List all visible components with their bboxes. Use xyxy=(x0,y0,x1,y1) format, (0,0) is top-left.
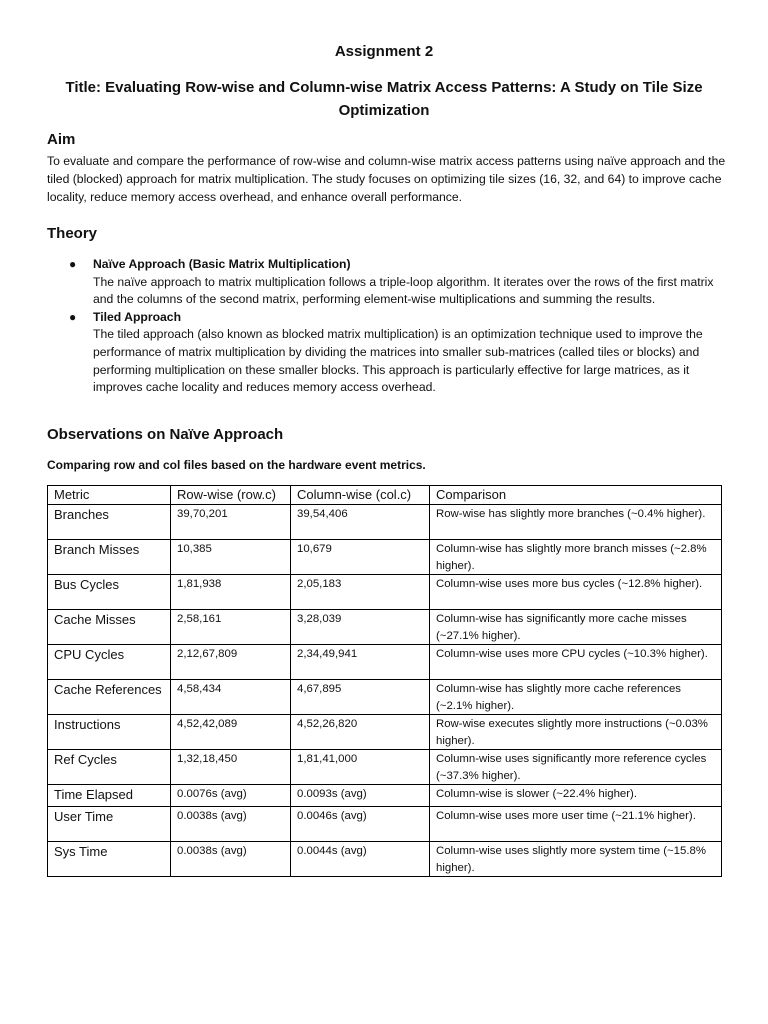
bullet-icon: ● xyxy=(69,257,77,271)
row-wise-cell: 2,58,161 xyxy=(171,610,291,645)
bullet-icon: ● xyxy=(69,309,77,324)
row-wise-cell: 4,52,42,089 xyxy=(171,715,291,750)
comparison-cell: Column-wise uses more user time (~21.1% higher). xyxy=(430,807,722,842)
row-wise-cell: 1,81,938 xyxy=(171,575,291,610)
theory-list xyxy=(47,256,727,397)
theory-heading: Theory xyxy=(47,225,98,242)
aim-text: To evaluate and compare the performance of row-wise and column-wise matrix access patterns using naïve approach and the tiled (blocked) approach for matrix multiplication. The study focuses on optimizing tile sizes (16, 32, and 64) to improve cache locality, reduce memory access overhead, and enhance overall performance. xyxy=(47,154,726,204)
metric-cell: Instructions xyxy=(48,715,171,750)
column-header: Row-wise (row.c) xyxy=(171,486,291,505)
metric-cell: CPU Cycles xyxy=(48,645,171,680)
theory-item-tiled xyxy=(47,309,727,397)
column-header: Column-wise (col.c) xyxy=(291,486,430,505)
metric-cell: Time Elapsed xyxy=(48,785,171,807)
table-row xyxy=(48,842,722,877)
theory-item-text: The naïve approach to matrix multiplication follows a triple-loop algorithm. It iterates over the rows of the first matrix and the columns of the second matrix, performing element-wise multiplications and summing the results. xyxy=(93,274,714,307)
column-wise-cell: 0.0093s (avg) xyxy=(291,785,430,807)
theory-item-text: The tiled approach (also known as blocked matrix multiplication) is an optimization technique used to improve the performance of matrix multiplication by dividing the matrices into smaller sub-matrices (called tiles or blocks) and performing multiplication on these smaller blocks. This approach is particularly effective for large matrices, as it improves cache locality and reduces memory access overhead. xyxy=(93,327,703,395)
theory-item-title: Naïve Approach (Basic Matrix Multiplication) xyxy=(93,257,351,271)
table-row xyxy=(48,785,722,807)
aim-heading: Aim xyxy=(47,131,76,148)
row-wise-cell: 2,12,67,809 xyxy=(171,645,291,680)
column-wise-cell: 4,67,895 xyxy=(291,680,430,715)
metric-cell: User Time xyxy=(48,807,171,842)
row-wise-cell: 0.0038s (avg) xyxy=(171,842,291,877)
comparison-cell: Row-wise has slightly more branches (~0.4% higher). xyxy=(430,505,722,540)
row-wise-cell: 4,58,434 xyxy=(171,680,291,715)
metric-cell: Cache Misses xyxy=(48,610,171,645)
row-wise-cell: 1,32,18,450 xyxy=(171,750,291,785)
metrics-table xyxy=(47,485,722,877)
column-wise-cell: 3,28,039 xyxy=(291,610,430,645)
theory-item-naive xyxy=(47,256,727,309)
comparison-cell: Column-wise uses slightly more system time (~15.8% higher). xyxy=(430,842,722,877)
comparison-cell: Column-wise has slightly more branch misses (~2.8% higher). xyxy=(430,540,722,575)
table-header-row xyxy=(48,486,722,505)
table-row xyxy=(48,680,722,715)
column-wise-cell: 39,54,406 xyxy=(291,505,430,540)
observations-heading: Observations on Naïve Approach xyxy=(47,426,284,443)
comparison-cell: Column-wise is slower (~22.4% higher). xyxy=(430,785,722,807)
row-wise-cell: 10,385 xyxy=(171,540,291,575)
comparison-cell: Column-wise uses more CPU cycles (~10.3% higher). xyxy=(430,645,722,680)
comparison-cell: Column-wise has slightly more cache references (~2.1% higher). xyxy=(430,680,722,715)
table-row xyxy=(48,807,722,842)
column-header: Comparison xyxy=(430,486,722,505)
table-row xyxy=(48,645,722,680)
table-row xyxy=(48,540,722,575)
column-wise-cell: 2,05,183 xyxy=(291,575,430,610)
row-wise-cell: 0.0038s (avg) xyxy=(171,807,291,842)
metric-cell: Bus Cycles xyxy=(48,575,171,610)
comparison-cell: Row-wise executes slightly more instructions (~0.03% higher). xyxy=(430,715,722,750)
document-title: Title: Evaluating Row-wise and Column-wise Matrix Access Patterns: A Study on Tile Size Optimization xyxy=(65,79,703,119)
column-header: Metric xyxy=(48,486,171,505)
table-row xyxy=(48,715,722,750)
metric-cell: Sys Time xyxy=(48,842,171,877)
comparison-cell: Column-wise uses more bus cycles (~12.8% higher). xyxy=(430,575,722,610)
table-row xyxy=(48,575,722,610)
row-wise-cell: 39,70,201 xyxy=(171,505,291,540)
column-wise-cell: 0.0046s (avg) xyxy=(291,807,430,842)
assignment-label: Assignment 2 xyxy=(334,43,434,60)
table-row xyxy=(48,610,722,645)
metric-cell: Branches xyxy=(48,505,171,540)
table-caption: Comparing row and col files based on the hardware event metrics. xyxy=(47,458,426,472)
metric-cell: Ref Cycles xyxy=(48,750,171,785)
comparison-cell: Column-wise has significantly more cache misses (~27.1% higher). xyxy=(430,610,722,645)
theory-item-title: Tiled Approach xyxy=(93,309,182,324)
comparison-cell: Column-wise uses significantly more reference cycles (~37.3% higher). xyxy=(430,750,722,785)
table-row xyxy=(48,750,722,785)
metric-cell: Cache References xyxy=(48,680,171,715)
metric-cell: Branch Misses xyxy=(48,540,171,575)
column-wise-cell: 1,81,41,000 xyxy=(291,750,430,785)
column-wise-cell: 4,52,26,820 xyxy=(291,715,430,750)
table-row xyxy=(48,505,722,540)
column-wise-cell: 2,34,49,941 xyxy=(291,645,430,680)
column-wise-cell: 0.0044s (avg) xyxy=(291,842,430,877)
column-wise-cell: 10,679 xyxy=(291,540,430,575)
row-wise-cell: 0.0076s (avg) xyxy=(171,785,291,807)
